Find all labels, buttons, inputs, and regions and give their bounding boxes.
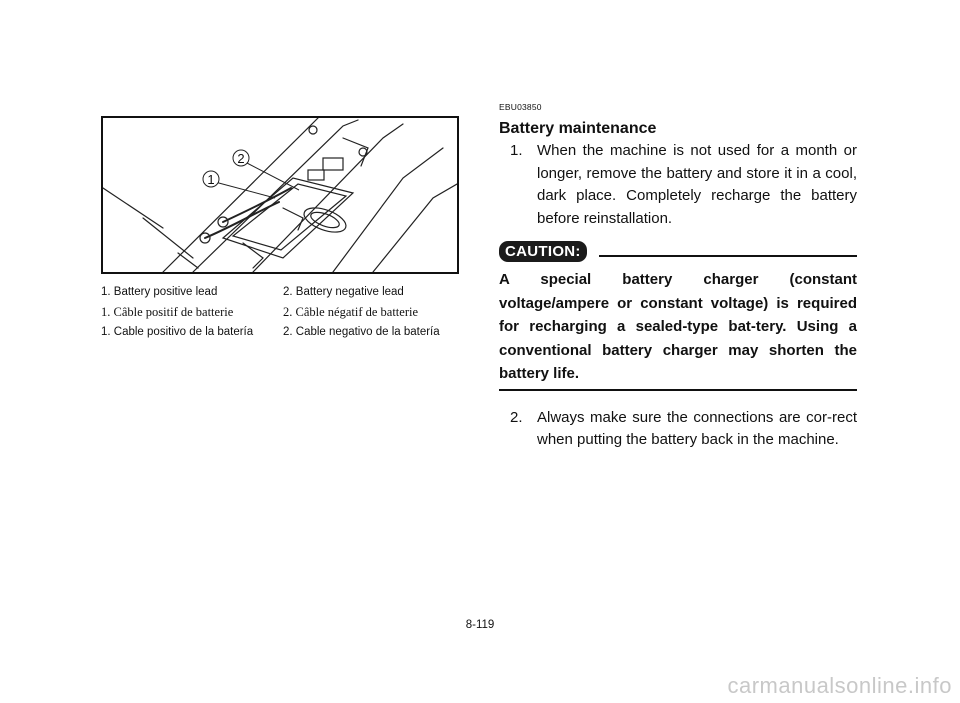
battery-figure — [101, 116, 459, 274]
caption-row-es — [101, 322, 466, 342]
step-2-number: 2. — [510, 408, 523, 426]
callout-1-label: 1 — [207, 172, 215, 187]
step-2-text: Always make sure the connections are cor-rect when putting the battery back in the machine. — [537, 408, 857, 448]
caption-item-1: 1. Battery positive lead — [101, 286, 218, 298]
caution-header — [499, 240, 857, 262]
battery-illustration — [103, 118, 457, 272]
callout-2-label: 2 — [237, 151, 245, 166]
caution-rule — [599, 255, 857, 257]
caption-item-2: 2. Cable negativo de la batería — [283, 326, 440, 338]
caption-row-fr — [101, 302, 466, 322]
step-1-number: 1. — [510, 142, 523, 159]
caption-item-2: 2. Câble négatif de batterie — [283, 305, 419, 319]
step-1 — [499, 140, 857, 230]
caption-item-2: 2. Battery negative lead — [283, 286, 404, 298]
section-title: Battery maintenance — [499, 120, 657, 137]
caption-row-en — [101, 282, 466, 302]
figure-captions — [101, 282, 466, 342]
callout-2 — [233, 150, 249, 166]
callout-1 — [203, 171, 219, 187]
section-code: EBU03850 — [499, 102, 542, 112]
step-1-text: When the machine is not used for a month or longer, remove the battery and store it in a cool, dark place. Completely recharge the battery before reinstallation. — [537, 142, 857, 227]
caution-label: CAUTION: — [499, 241, 587, 262]
caption-item-1: 1. Cable positivo de la batería — [101, 326, 254, 338]
watermark: carmanualsonline.info — [727, 673, 952, 698]
caption-item-1: 1. Câble positif de batterie — [101, 305, 234, 319]
battery-maintenance-section — [499, 100, 857, 452]
step-2 — [499, 407, 857, 452]
caution-text: A special battery charger (constant voltage/ampere or constant voltage) is required for recharging a sealed-type bat-tery. Using a conventional battery charger may shorten the battery life. — [499, 268, 857, 391]
page-number: 8-119 — [465, 619, 495, 631]
